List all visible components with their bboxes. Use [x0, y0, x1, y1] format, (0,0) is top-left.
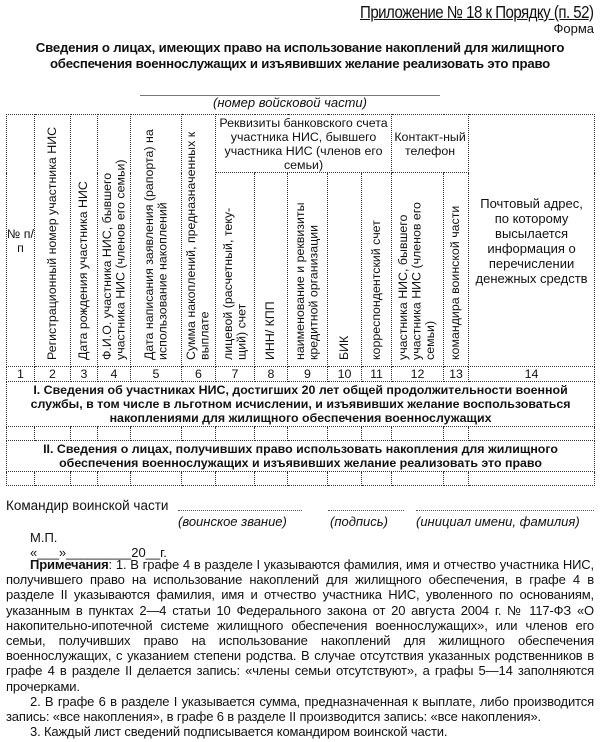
- col-header-application-date: Дата написания заявления (рапорта) на использование накоплений: [131, 115, 182, 367]
- col-group-phone: Контакт-ный телефон: [392, 115, 469, 173]
- unit-number-caption: (номер войсковой части): [213, 95, 367, 110]
- cell[interactable]: [288, 472, 328, 486]
- signature-caption: (подпись): [330, 514, 388, 529]
- col-header-postal-address: Почтовый адрес, по которому высылается информация о перечислении денежных средств: [469, 115, 595, 367]
- col-number: 2: [35, 367, 71, 382]
- col-header-corr-account: корреспондентский счет: [362, 173, 392, 367]
- notes-label: Примечания: [30, 557, 109, 572]
- cell[interactable]: [131, 472, 182, 486]
- date-field: «___»_________20__г.: [30, 545, 167, 560]
- signature-line[interactable]: [328, 510, 404, 511]
- col-number: 5: [131, 367, 182, 382]
- cell[interactable]: [71, 427, 98, 441]
- form-label: Форма: [553, 21, 594, 36]
- cell[interactable]: [7, 472, 35, 486]
- col-header-amount: Сумма накоплений, предназначенных к выплате: [182, 115, 216, 367]
- note-1: Примечания: 1. В графе 4 в разделе I указываются фамилия, имя и отчество участника НИС, получившего право на использование накоплений для жилищного обеспечения, в графе 4 в разделе II указываются фамилия, имя и отчество участника НИС, уволенного по основаниям, указанным в пунктах 2—4 статьи 10 Федерального закона от 20 августа 2004 г. № 117-ФЗ «О накопительно-ипотечной системе жилищного обеспечения военнослужащих», или членов его семьи, получивших право на использование накоплений для жилищного обеспечения военнослужащих, с указанием степени родства. В случае отсутствия указанных родственников в графе 4 в разделе II делается запись: «члены семьи отсутствуют», а графы 5—14 заполняются прочерками.: [6, 557, 594, 694]
- rank-line[interactable]: [178, 510, 302, 511]
- cell[interactable]: [392, 472, 444, 486]
- appendix-reference: Приложение № 18 к Порядку (п. 52): [360, 2, 594, 22]
- table-row-section-2: [7, 472, 595, 486]
- cell[interactable]: [392, 427, 444, 441]
- col-header-full-name: Ф.И.О. участника НИС, бывшего участника НИС (членов его семьи): [98, 115, 131, 367]
- data-table: [6, 114, 595, 486]
- cell[interactable]: [288, 427, 328, 441]
- cell[interactable]: [182, 427, 216, 441]
- notes: [6, 557, 594, 739]
- col-header-birth-date: Дата рождения участника НИС: [71, 115, 98, 367]
- cell[interactable]: [328, 427, 362, 441]
- cell[interactable]: [328, 472, 362, 486]
- col-header-account: лицевой (расчетный, теку-щий) счет: [216, 173, 255, 367]
- col-header-number: № п/п: [7, 115, 35, 367]
- cell[interactable]: [131, 427, 182, 441]
- col-number: 13: [444, 367, 469, 382]
- col-group-bank-details: Реквизиты банковского счета участника НИС, бывшего участника НИС (членов его семьи): [216, 115, 392, 173]
- cell[interactable]: [35, 427, 71, 441]
- col-number: 3: [71, 367, 98, 382]
- name-caption: (инициал имени, фамилия): [416, 514, 580, 529]
- cell[interactable]: [255, 427, 288, 441]
- cell[interactable]: [182, 472, 216, 486]
- name-line[interactable]: [416, 510, 594, 511]
- col-number: 9: [288, 367, 328, 382]
- document-title: Сведения о лицах, имеющих право на использование накоплений для жилищного обеспечения военнослужащих и изъявивших желание реализовать это право: [35, 40, 565, 71]
- cell[interactable]: [71, 472, 98, 486]
- column-numbers-row: [7, 367, 595, 382]
- cell[interactable]: [216, 472, 255, 486]
- col-header-bank-name: наименование и реквизиты кредитной организации: [288, 173, 328, 367]
- col-number: 8: [255, 367, 288, 382]
- rank-caption: (воинское звание): [178, 514, 287, 529]
- table-row-section-1: [7, 427, 595, 441]
- cell[interactable]: [98, 472, 131, 486]
- cell[interactable]: [216, 427, 255, 441]
- cell[interactable]: [98, 427, 131, 441]
- col-number: 10: [328, 367, 362, 382]
- cell[interactable]: [469, 472, 595, 486]
- cell[interactable]: [362, 427, 392, 441]
- col-header-bik: БИК: [328, 173, 362, 367]
- note-2: 2. В графе 6 в разделе I указывается сумма, предназначенная к выплате, либо производится запись: «все накопления», в графе 6 в разделе II производится запись: «все накопления».: [6, 693, 594, 725]
- cell[interactable]: [362, 472, 392, 486]
- col-number: 11: [362, 367, 392, 382]
- cell[interactable]: [444, 472, 469, 486]
- cell[interactable]: [444, 427, 469, 441]
- section-2-title: II. Сведения о лицах, получивших право использовать накопления для жилищного обеспечения военнослужащих и изъявивших желание реализовать это право: [7, 441, 595, 472]
- cell[interactable]: [469, 427, 595, 441]
- col-number: 14: [469, 367, 595, 382]
- cell[interactable]: [7, 427, 35, 441]
- col-header-phone-commander: командира воинской части: [444, 173, 469, 367]
- col-number: 4: [98, 367, 131, 382]
- stamp-label: М.П.: [30, 530, 58, 545]
- col-header-inn-kpp: ИНН/ КПП: [255, 173, 288, 367]
- section-1-title: I. Сведения об участниках НИС, достигших 20 лет общей продолжительности военной службы, в том числе в льготном исчислении, и изъявивших желание воспользоваться накоплениями для жилищного обеспечения военнослужащих: [7, 382, 595, 427]
- col-header-phone-participant: участника НИС, бывшего участника НИС (членов его семьи): [392, 173, 444, 367]
- col-number: 6: [182, 367, 216, 382]
- cell[interactable]: [35, 472, 71, 486]
- cell[interactable]: [255, 472, 288, 486]
- col-number: 12: [392, 367, 444, 382]
- col-header-reg-number: Регистрационный номер участника НИС: [35, 115, 71, 367]
- col-number: 7: [216, 367, 255, 382]
- commander-label: Командир воинской части: [6, 498, 169, 513]
- note-3: 3. Каждый лист сведений подписывается командиром воинской части.: [30, 724, 448, 740]
- col-number: 1: [7, 367, 35, 382]
